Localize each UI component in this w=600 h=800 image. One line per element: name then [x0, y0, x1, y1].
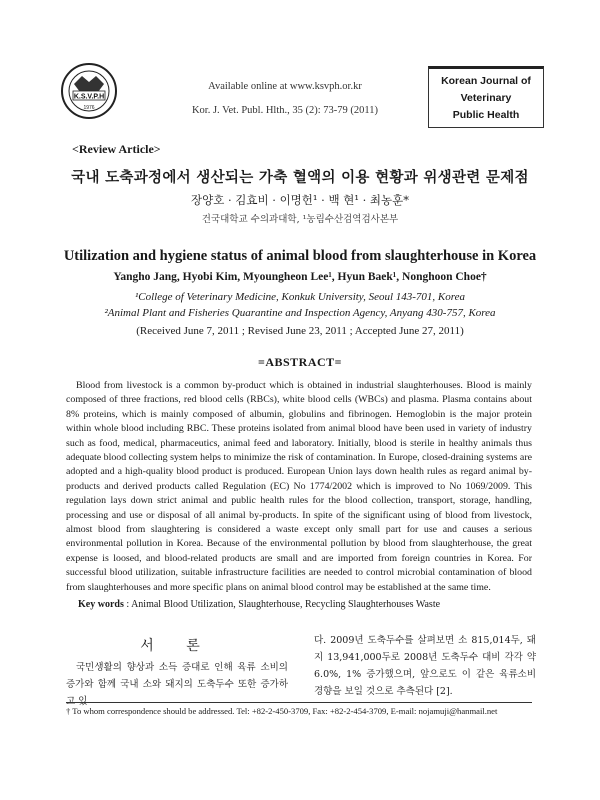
english-title: Utilization and hygiene status of animal blood from slaughterhouse in Korea	[63, 248, 537, 264]
article-type: <Review Article>	[72, 142, 161, 156]
korean-authors: 장양호 · 김효비 · 이명헌¹ · 백 현¹ · 최농훈*	[190, 193, 410, 207]
keywords	[78, 599, 440, 610]
journal-name-box	[428, 66, 544, 128]
intro-right-column: 다. 2009년 도축두수를 살펴보면 소 815,014두, 돼지 13,941,000두로 2008년 도축두수 대비 각각 약 6.0%, 1% 증가했으며, 앞으로도 이 같은 육류소비 경향을 보일 것으로 추측된다 [2].	[314, 635, 536, 697]
korean-title: 국내 도축과정에서 생산되는 가축 혈액의 이용 현황과 위생관련 문제점	[71, 169, 529, 186]
correspondence-footnote: † To whom correspondence should be addressed. Tel: +82-2-450-3709, Fax: +82-2-454-3709, E-mail: nojamuji@hanmail.net	[66, 706, 498, 716]
affiliation-2: ²Animal Plant and Fisheries Quarantine and Inspection Agency, Anyang 430-757, Korea	[104, 307, 496, 319]
citation: Kor. J. Vet. Publ. Hlth., 35 (2): 73-79 (2011)	[191, 105, 379, 116]
available-online: Available online at www.ksvph.or.kr	[208, 81, 362, 92]
english-authors: Yangho Jang, Hyobi Kim, Myoungheon Lee¹, Hyun Baek¹, Nonghoon Choe†	[113, 271, 487, 283]
affiliation-1: ¹College of Veterinary Medicine, Konkuk University, Seoul 143-701, Korea	[134, 291, 466, 303]
keywords-text: : Animal Blood Utilization, Slaughterhouse, Recycling Slaughterhouses Waste	[123, 599, 441, 610]
abstract-heading: =ABSTRACT=	[257, 355, 343, 369]
svg-text:1976: 1976	[83, 105, 95, 111]
journal-line-3: Public Health	[452, 109, 520, 121]
footnote-rule	[66, 702, 532, 703]
introduction-heading: 서 론	[140, 638, 214, 654]
journal-line-1: Korean Journal of	[441, 75, 531, 87]
society-logo	[60, 62, 118, 120]
korean-affiliation: 건국대학교 수의과대학, ¹농림수산검역검사본부	[201, 214, 399, 225]
keywords-label: Key words	[78, 599, 124, 610]
abstract-text: Blood from livestock is a common by-product which is obtained in industrial slaughterhouses. Blood is mainly composed of three fractions, red blood cells (RBCs), white blood cells (WBCs) and plasma. Plasma contains about 8% proteins, which is mainly composed of albumin, globulins and fibrinogen. Hemoglobin is the major protein within whole blood including RBC. These proteins isolated from animal blood have been used in variety of industry such as food, medical, pharmaceutics, animal feed and laboratory. Initially, blood is sterile in healthy animals thus adequate blood collecting system helps to minimize the risk of contamination. In Europe, closed-draining systems are adopted and a high-quality blood product is produced. European Union lays down health rules as regard animal by-products and derived products called Regulation (EC) No 1774/2002 which is improved to No 1069/2009. This regulation lays down strict animal and public health rules for the blood collection, transport, storage, handling, processing and use or disposal of all animal by-products. In spite of the significant using of blood from livestock, almost blood from slaughtering is considered a waste except only small part for use and causes a serious environmental pollution in Korea. Because of the environmental pollution by blood from slaughterhouse, the great expense is loosed, and blood-related products are small and are imported from foreign countries in Korea. For successful blood utilization, suitable infrastructure facilities are needed to control microbial contamination of blood from slaughterhouses and more specific plans on animal blood control may be established at the same time.	[66, 380, 532, 593]
journal-line-2: Veterinary	[460, 92, 512, 104]
logo-text: K.S.V.P.H	[73, 93, 105, 101]
intro-left-column: 국민생활의 향상과 소득 증대로 인해 육류 소비의 증가와 함께 국내 소와 돼지의 도축두수 또한 증가하고 있	[66, 662, 288, 707]
received-dates: (Received June 7, 2011 ; Revised June 23, 2011 ; Accepted June 27, 2011)	[136, 325, 464, 337]
